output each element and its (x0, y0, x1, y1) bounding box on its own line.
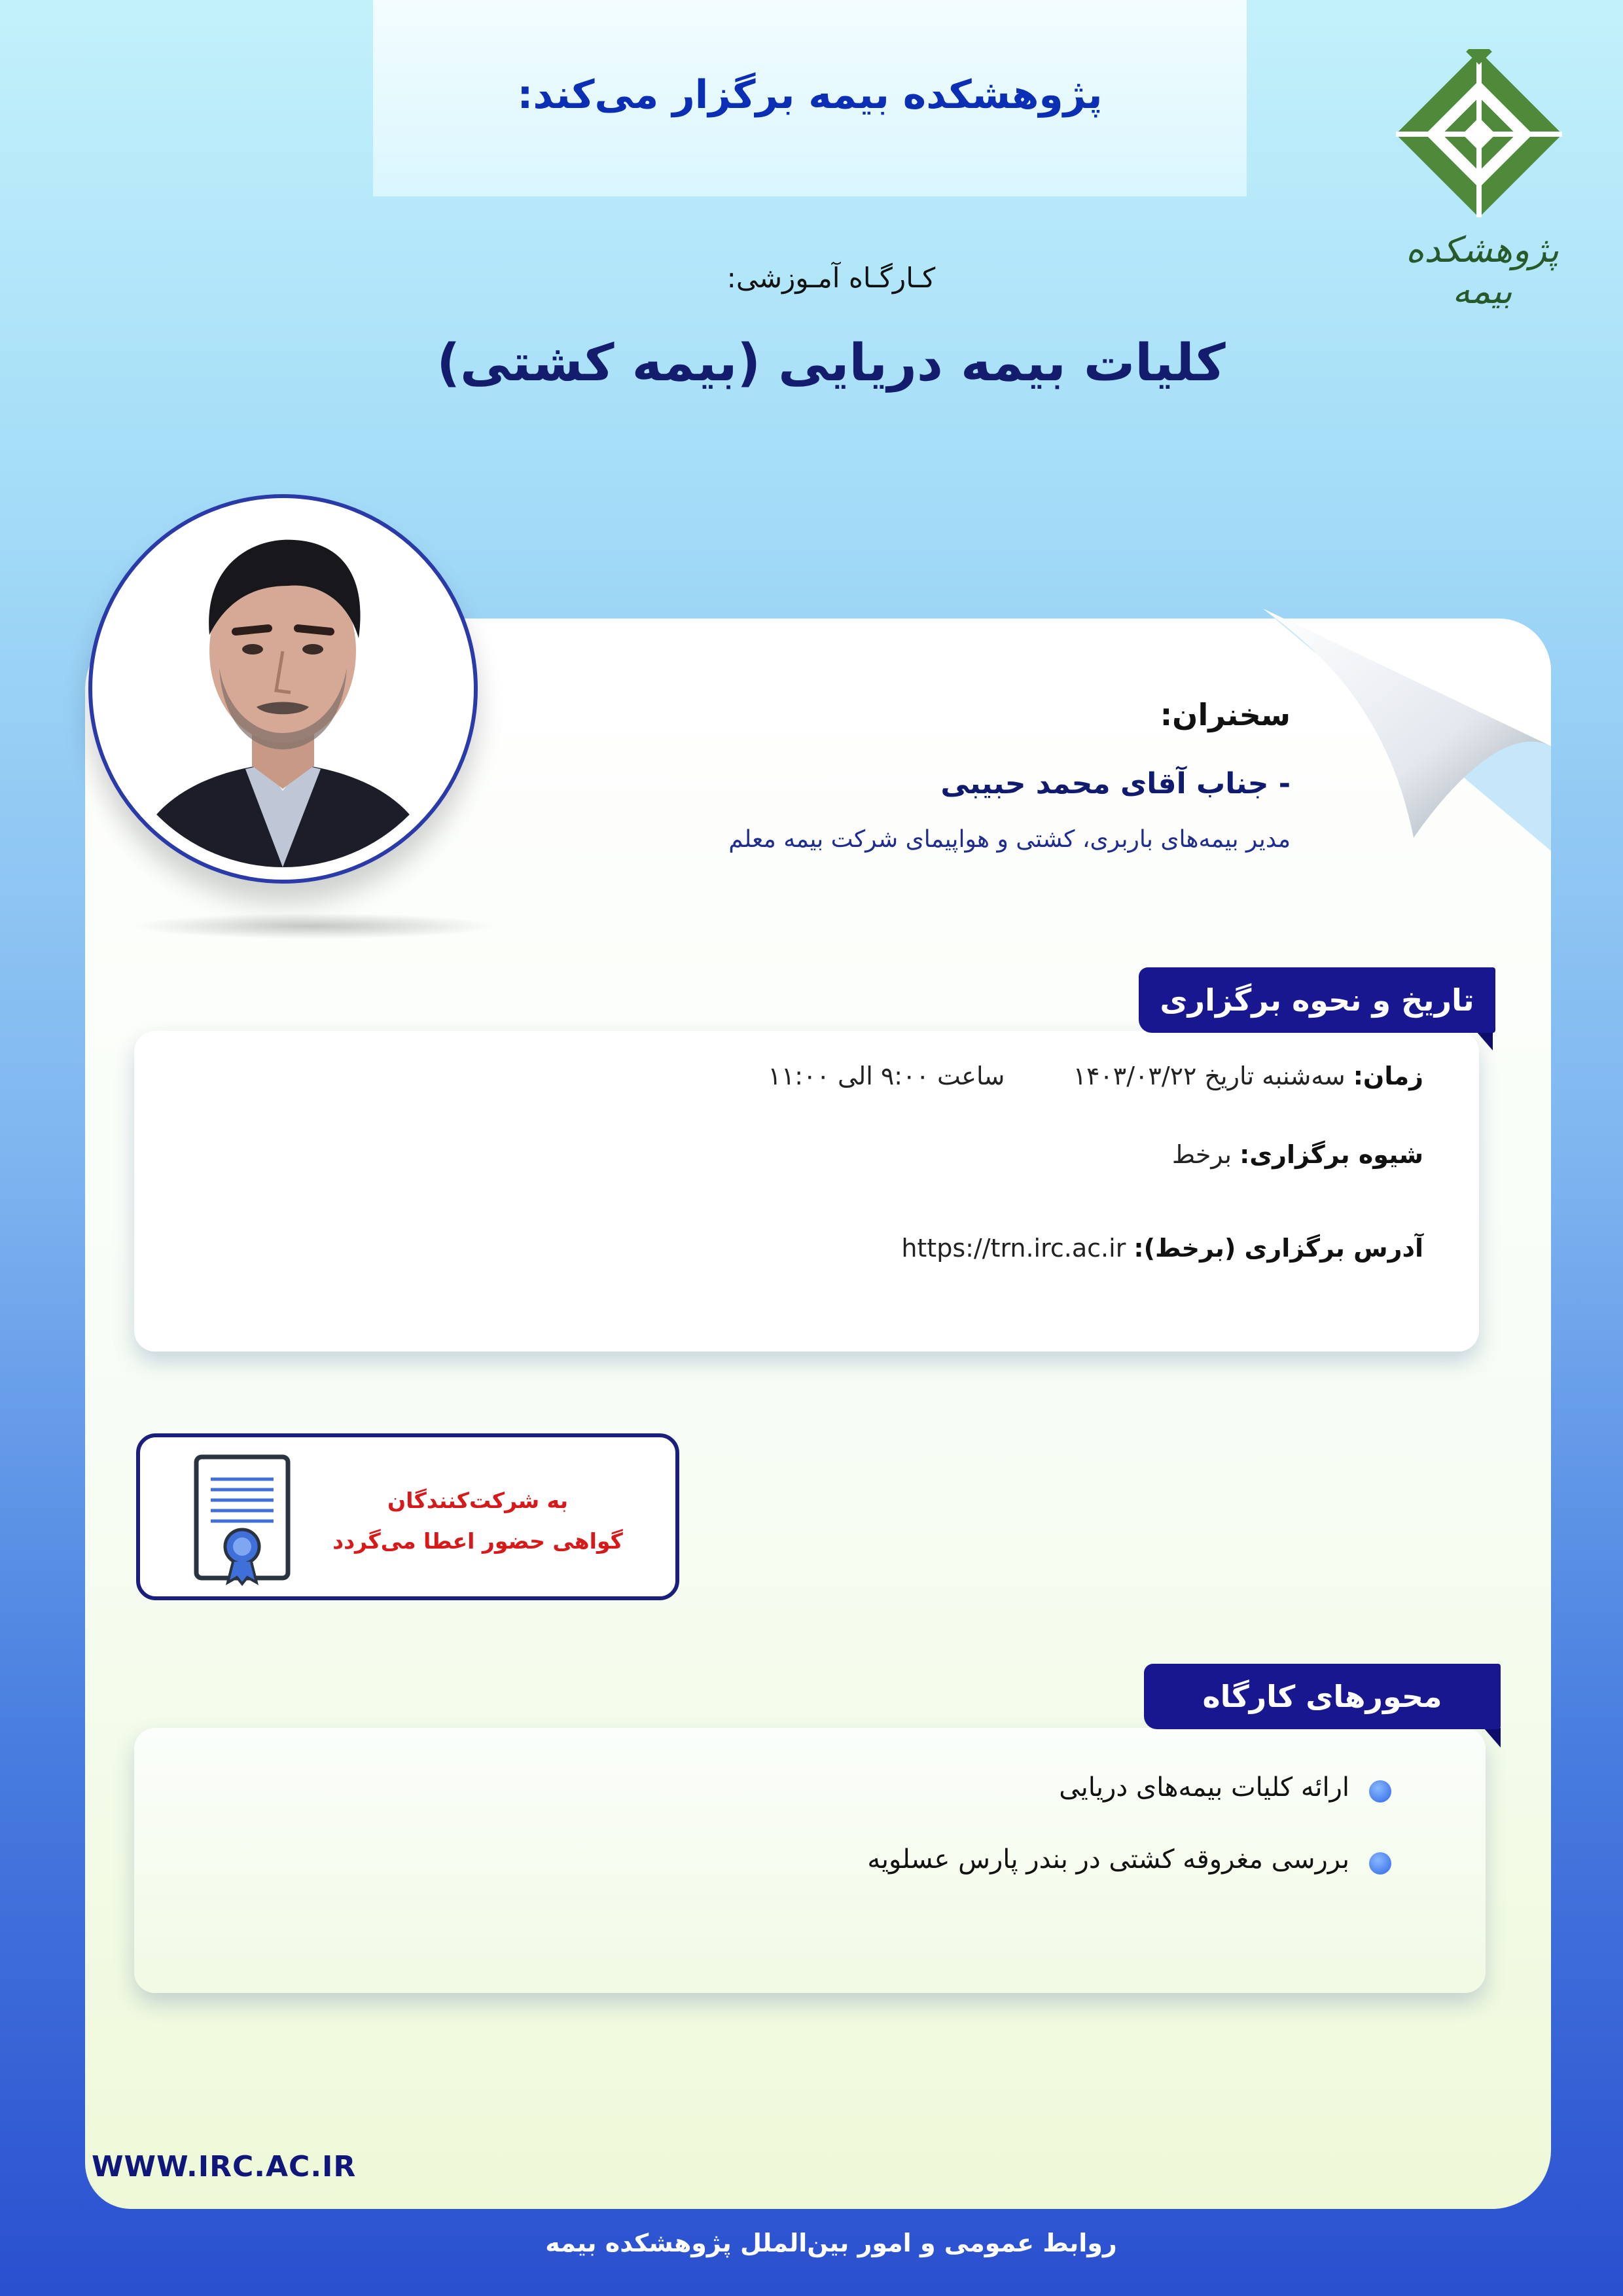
organizer-heading: پژوهشکده بیمه برگزار می‌کند: (517, 72, 1103, 118)
schedule-tab-tail (1476, 1031, 1493, 1050)
workshop-title: کلیات بیمه دریایی (بیمه کشتی) (437, 334, 1226, 393)
method-value: برخط (1171, 1140, 1232, 1169)
time-label: زمان: (1353, 1062, 1423, 1090)
topic-bullet-icon (1369, 1780, 1391, 1803)
method-row (1172, 1140, 1423, 1169)
workshop-type-label: کـارگـاه آمـوزشی: (726, 262, 936, 294)
address-link[interactable]: https://trn.irc.ac.ir (901, 1234, 1126, 1263)
time-row (768, 1062, 1423, 1090)
topic-bullet-icon (1369, 1852, 1391, 1874)
speaker-name: - جناب آقای محمد حبیبی (940, 767, 1291, 800)
schedule-section-title: تاریخ و نحوه برگزاری (1139, 967, 1495, 1033)
topic-item: ارائه کلیات بیمه‌های دریایی (1059, 1772, 1349, 1803)
website-link[interactable]: WWW.IRC.AC.IR (92, 2150, 357, 2183)
address-row (901, 1234, 1423, 1263)
time-date: سه‌شنبه تاریخ ۱۴۰۳/۰۳/۲۲ (1073, 1062, 1346, 1090)
method-label: شیوه برگزاری: (1240, 1140, 1423, 1169)
topics-tab-tail (1484, 1728, 1501, 1748)
speaker-role: مدیر بیمه‌های باربری، کشتی و هواپیمای شرکت بیمه معلم (728, 826, 1291, 853)
certificate-icon (190, 1452, 294, 1586)
footer-credit: روابط عمومی و امور بین‌الملل پژوهشکده بیمه (545, 2229, 1117, 2257)
speaker-label: سخنران: (1160, 697, 1291, 732)
time-hours: ساعت ۹:۰۰ الی ۱۱:۰۰ (768, 1062, 1005, 1090)
certificate-line-1: به شرکت‌کنندگان (387, 1488, 568, 1513)
logo-caption: پژوهشکده بیمه (1405, 229, 1559, 312)
page-curl-decoration (1263, 609, 1551, 851)
topics-section-title: محورهای کارگاه (1144, 1664, 1501, 1729)
speaker-photo (105, 511, 461, 867)
certificate-note (308, 1480, 648, 1562)
certificate-line-2: گواهی حضور اعطا می‌گردد (332, 1528, 623, 1554)
photo-shadow (131, 913, 497, 939)
topic-item: بررسی مغروقه کشتی در بندر پارس عسلویه (867, 1844, 1349, 1874)
address-label: آدرس برگزاری (برخط): (1133, 1234, 1423, 1263)
